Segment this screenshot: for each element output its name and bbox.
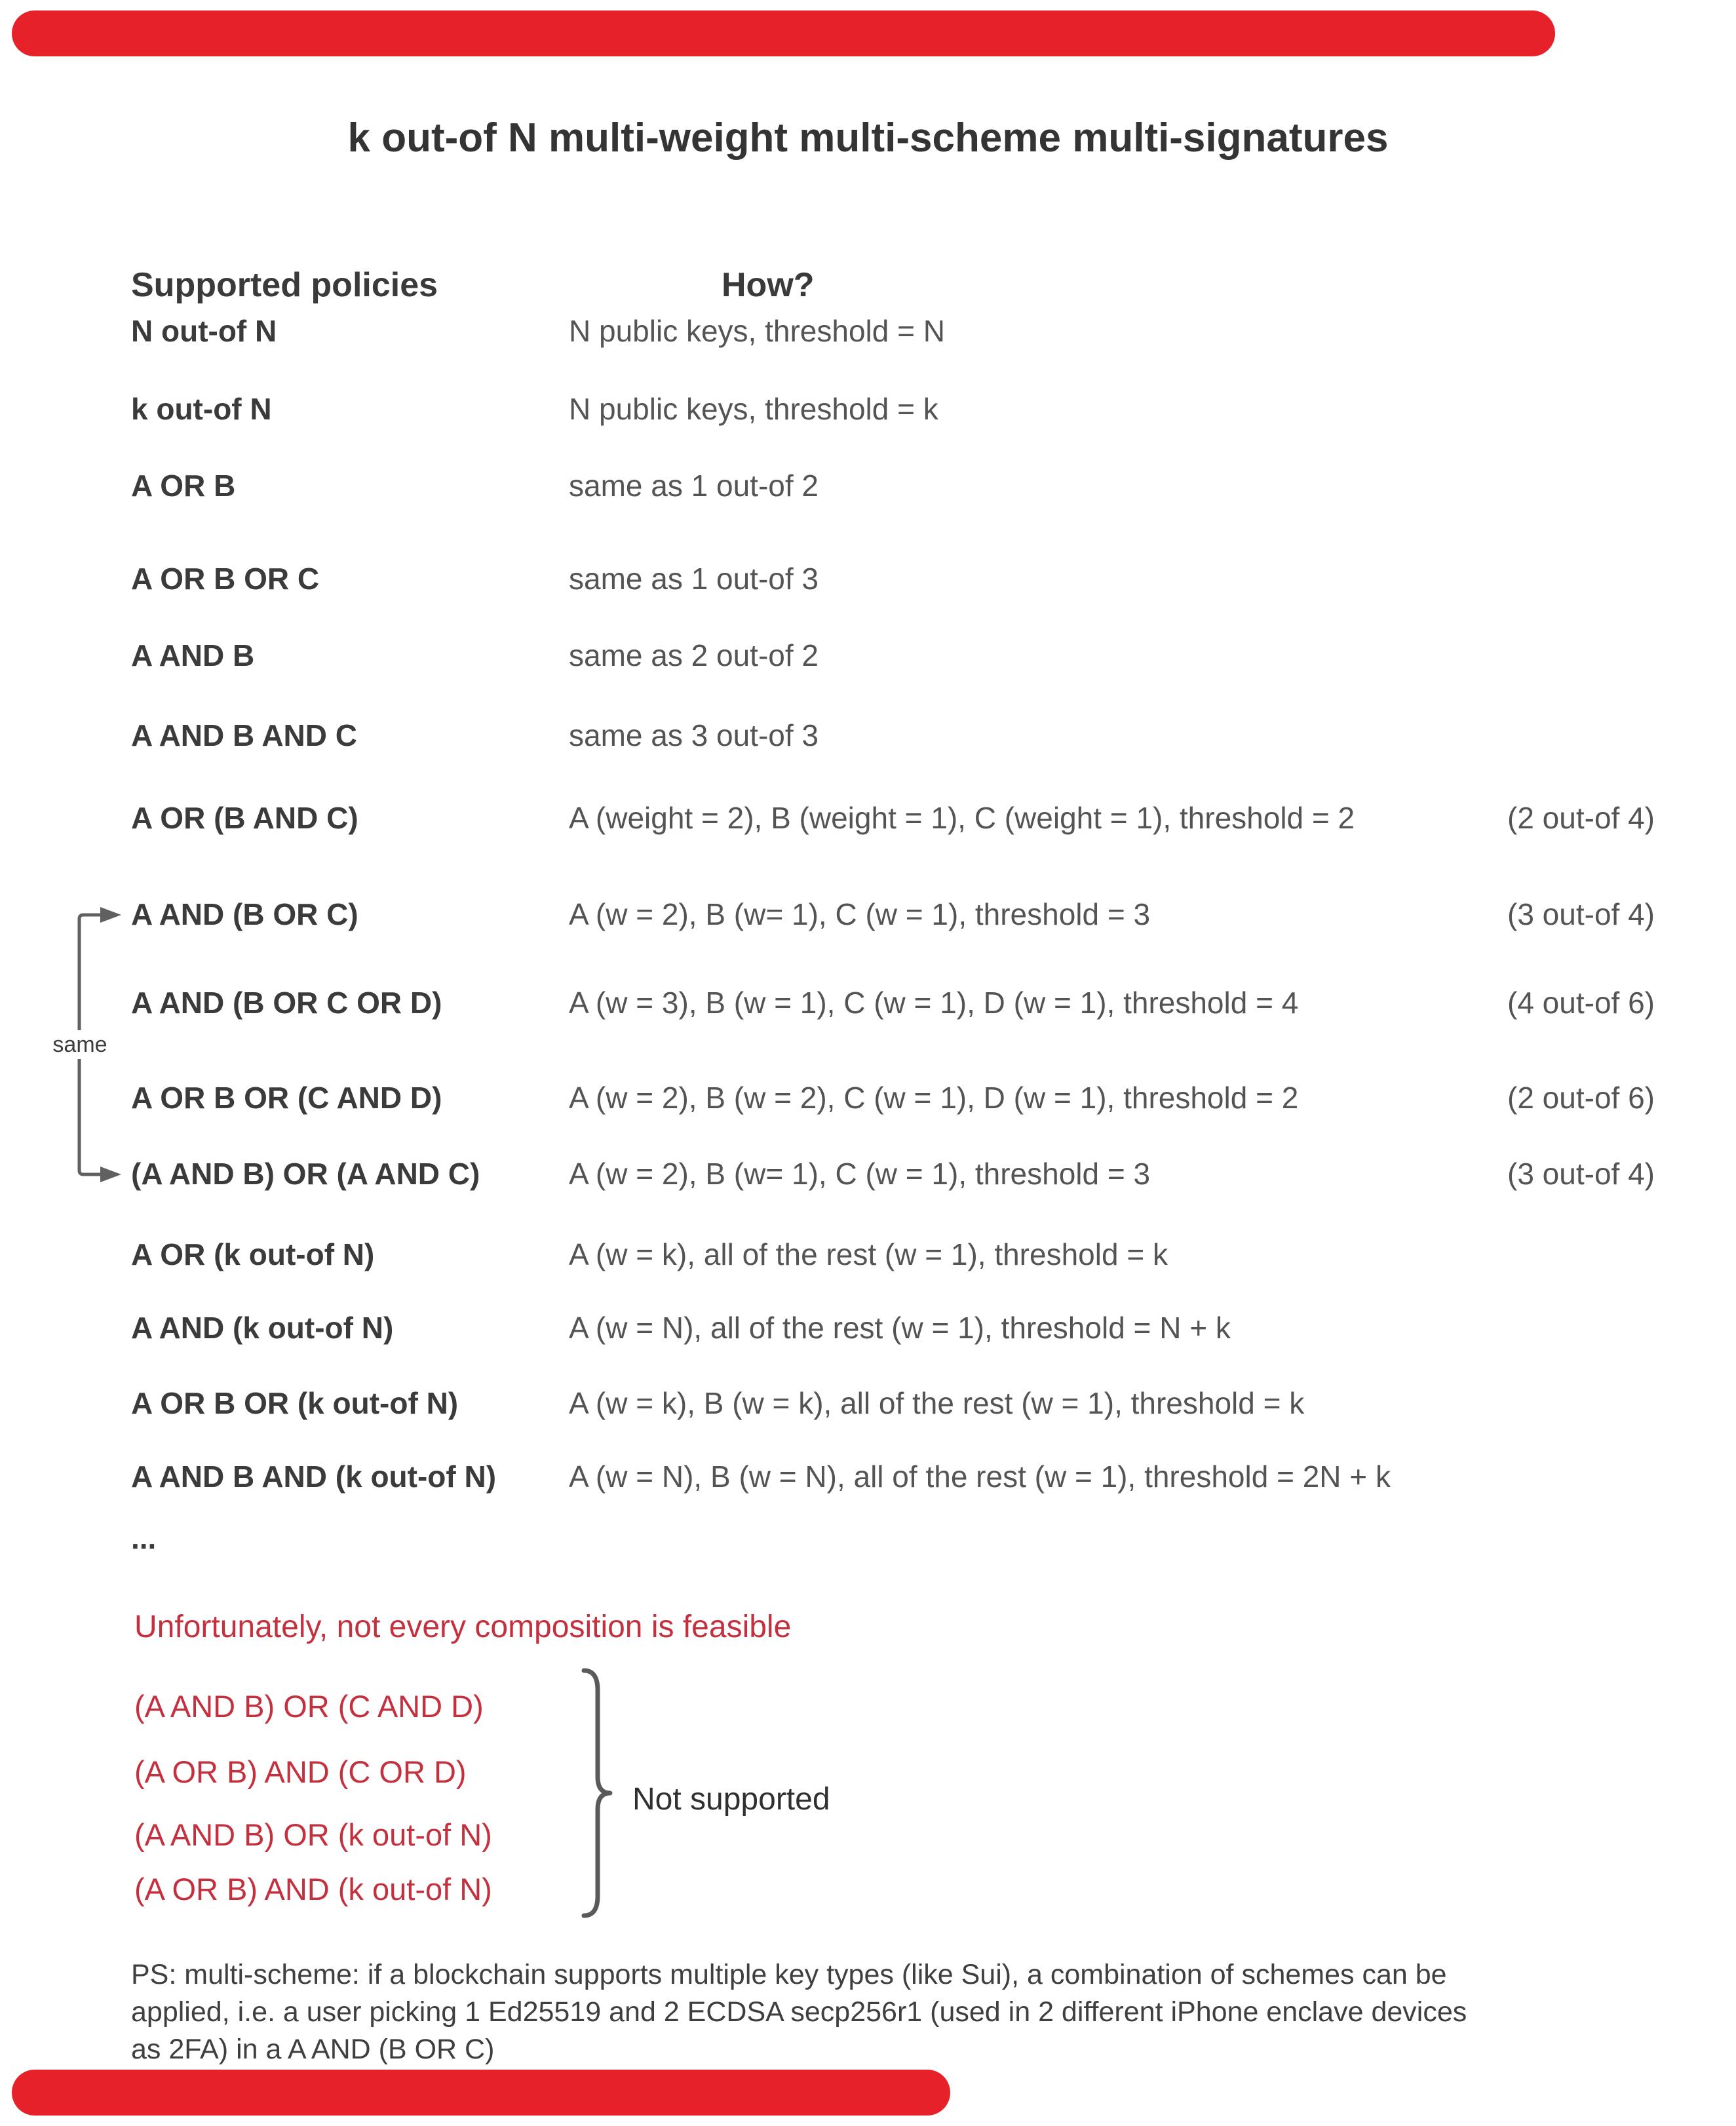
infeasible-item: (A OR B) AND (C OR D) (134, 1754, 467, 1789)
policy-note: (2 out-of 4) (1507, 801, 1655, 835)
policy-label: A AND (B OR C OR D) (131, 986, 442, 1020)
ps-line: as 2FA) in a A AND (B OR C) (131, 2034, 495, 2065)
same-annotation-label: same (46, 1030, 114, 1059)
policy-row (0, 717, 1736, 754)
ps-line: PS: multi-scheme: if a blockchain supports multiple key types (like Sui), a combination of schemes can be (131, 1959, 1447, 1990)
policy-how: A (w = 2), B (w= 1), C (w = 1), threshold = 3 (569, 1157, 1151, 1191)
policy-how: same as 1 out-of 3 (569, 562, 819, 596)
policy-how: A (weight = 2), B (weight = 1), C (weight = 1), threshold = 2 (569, 801, 1355, 835)
policy-label: N out-of N (131, 314, 277, 348)
top-red-accent-bar (12, 10, 1555, 56)
policy-label: (A AND B) OR (A AND C) (131, 1157, 480, 1191)
policy-label: A AND B AND (k out-of N) (131, 1459, 497, 1494)
column-header-how: How? (722, 266, 815, 304)
policy-label: A AND (B OR C) (131, 897, 358, 931)
policy-how: A (w = N), B (w = N), all of the rest (w = 1), threshold = 2N + k (569, 1459, 1391, 1494)
policy-row (0, 1155, 1736, 1192)
policy-how: N public keys, threshold = N (569, 314, 945, 348)
policy-how: N public keys, threshold = k (569, 392, 938, 426)
column-header-policies: Supported policies (131, 266, 438, 304)
policy-row (0, 637, 1736, 674)
policy-how: same as 3 out-of 3 (569, 718, 819, 752)
policy-label: A OR B OR (k out-of N) (131, 1386, 459, 1420)
page-title: k out-of N multi-weight multi-scheme multi-signatures (347, 115, 1389, 161)
curly-brace-icon (580, 1668, 614, 1918)
not-supported-label: Not supported (632, 1782, 830, 1817)
policy-label: A AND B AND C (131, 718, 357, 752)
policy-note: (4 out-of 6) (1507, 986, 1655, 1020)
policy-row (0, 800, 1736, 836)
policy-row (0, 1458, 1736, 1495)
policy-how: A (w = k), B (w = k), all of the rest (w = 1), threshold = k (569, 1386, 1305, 1420)
policy-label: k out-of N (131, 392, 272, 426)
policy-note: (3 out-of 4) (1507, 897, 1655, 931)
policy-row (0, 1079, 1736, 1116)
policy-row (0, 313, 1736, 349)
infeasible-item: (A AND B) OR (k out-of N) (134, 1817, 492, 1852)
ellipsis-more-rows: ... (131, 1521, 157, 1555)
policy-how: A (w = N), all of the rest (w = 1), threshold = N + k (569, 1311, 1231, 1345)
policy-note: (2 out-of 6) (1507, 1081, 1655, 1115)
policy-label: A OR (k out-of N) (131, 1237, 375, 1271)
policy-row (0, 391, 1736, 427)
policy-how: A (w = 3), B (w = 1), C (w = 1), D (w = 1), threshold = 4 (569, 986, 1299, 1020)
policy-row (0, 1309, 1736, 1346)
policy-how: same as 1 out-of 2 (569, 469, 819, 503)
bottom-red-accent-bar (12, 2070, 950, 2116)
policy-row (0, 896, 1736, 933)
ps-note (131, 1956, 1467, 2068)
policy-row (0, 467, 1736, 504)
policy-label: A OR B (131, 469, 236, 503)
policy-label: A AND (k out-of N) (131, 1311, 394, 1345)
policy-label: A OR (B AND C) (131, 801, 358, 835)
infeasible-item: (A OR B) AND (k out-of N) (134, 1872, 492, 1906)
policy-how: A (w = 2), B (w = 2), C (w = 1), D (w = 1), threshold = 2 (569, 1081, 1299, 1115)
policy-row (0, 1385, 1736, 1421)
policy-row (0, 1236, 1736, 1273)
infeasible-item: (A AND B) OR (C AND D) (134, 1689, 484, 1724)
policy-how: A (w = k), all of the rest (w = 1), threshold = k (569, 1237, 1168, 1271)
policy-row (0, 560, 1736, 597)
policy-label: A OR B OR (C AND D) (131, 1081, 442, 1115)
policy-label: A OR B OR C (131, 562, 320, 596)
ps-line: applied, i.e. a user picking 1 Ed25519 and 2 ECDSA secp256r1 (used in 2 different iPhone enclave devices (131, 1996, 1467, 2028)
policy-how: same as 2 out-of 2 (569, 638, 819, 672)
policy-note: (3 out-of 4) (1507, 1157, 1655, 1191)
policy-how: A (w = 2), B (w= 1), C (w = 1), threshold = 3 (569, 897, 1151, 931)
policy-label: A AND B (131, 638, 255, 672)
policy-row (0, 984, 1736, 1021)
infeasible-heading: Unfortunately, not every composition is feasible (134, 1610, 792, 1644)
